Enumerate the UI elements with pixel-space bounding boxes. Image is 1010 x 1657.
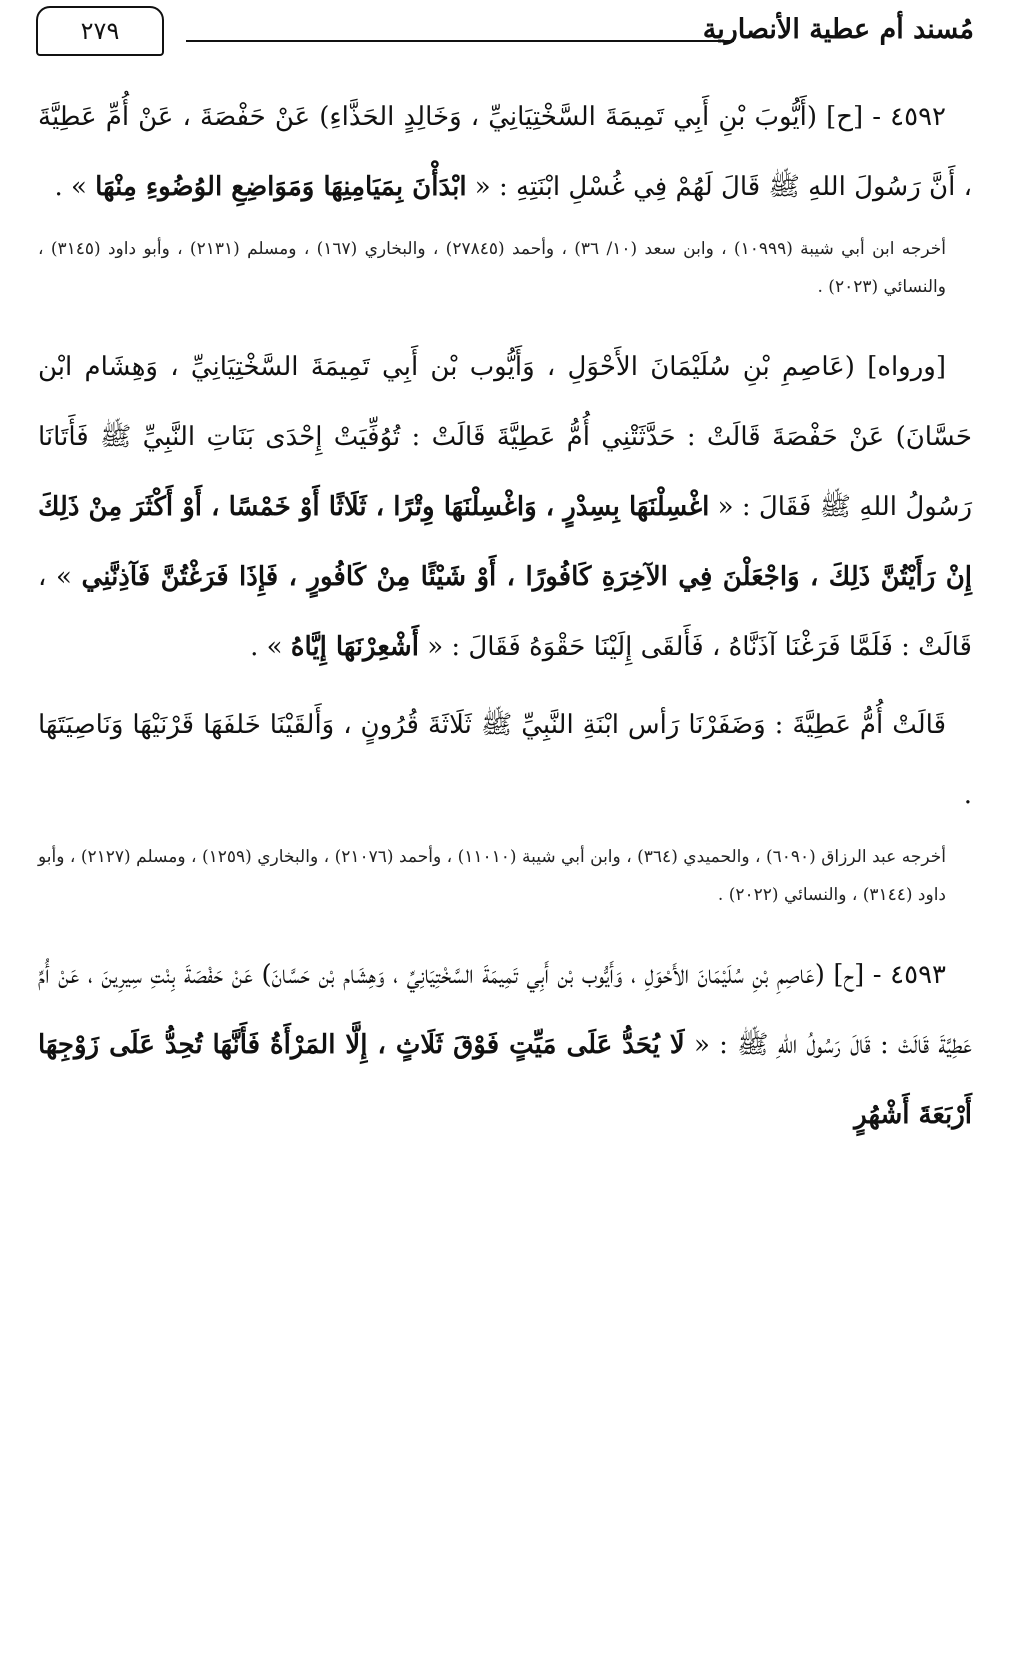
hadith-text: » . (54, 172, 96, 202)
hadith-4593 (38, 940, 972, 1150)
page-header (36, 6, 974, 62)
prophetic-saying: ابْدَأْنَ بِمَيَامِنِهَا وَمَوَاضِعِ الوُضُوءِ مِنْهَا (95, 172, 467, 202)
hadith-text: ٤٥٩٢ - [ح] (أَيُّوبَ بْنِ أَبِي تَمِيمَةَ السَّخْتِيَانِيِّ ، وَخَالِدٍ الحَذَّاءِ) عَنْ حَفْصَةَ ، عَنْ أُمِّ عَطِيَّةَ ، أَنَّ رَسُولَ اللهِ ﷺ قَالَ لَهُمْ فِي غُسْلِ ابْنَتِهِ : « (38, 102, 972, 202)
hadith-text: [ورواه] (عَاصِمِ بْنِ سُلَيْمَانَ الأَحْوَلِ ، وَأَيُّوب بْن أَبِي تَمِيمَةَ السَّخْتِيَانِيِّ ، وَهِشَام ابْن حَسَّانَ) عَنْ حَفْصَةَ قَالَتْ : حَدَّثَتْنِي أُمُّ عَطِيَّةَ قَالَتْ : تُوُفِّيَتْ إِحْدَى بَنَاتِ النَّبِيِّ ﷺ فَأَتَانَا رَسُولُ اللهِ ﷺ فَقَالَ : « (38, 352, 972, 522)
takhrij-footnote: أخرجه ابن أبي شيبة (١٠٩٩٩) ، وابن سعد (١٠/ ٣٦) ، وأحمد (٢٧٨٤٥) ، والبخاري (١٦٧) ، ومسلم (٢١٣١) ، وأبو داود (٣١٤٥) ، والنسائي (٢٠٢٣) . (38, 239, 947, 297)
hadith-text: » ، قَالَتْ : فَلَمَّا فَرَغْنَا آذَنَّاهُ ، فَأَلقَى إِلَيْنَا حَقْوَهُ فَقَالَ : « (38, 562, 972, 662)
page-body (38, 82, 972, 1150)
hadith-text: ٤٥٩٣ - [ح] (عَاصِمِ بْنِ سُلَيْمَانَ الأَحْوَلِ ، وَأَيُّوب بْن أَبِي تَمِيمَةَ السَّخْتِيَانِيِّ ، وَهِشَام بْن حَسَّانَ) عَنْ حَفْصَةَ بِنْتِ سِيرِينَ ، عَنْ أُمِّ عَطِيَّةَ قَالَتْ : قَالَ رَسُولُ اللهِ ﷺ : « (38, 960, 972, 1060)
hadith-text: » . (250, 632, 291, 662)
prophetic-saying: أَشْعِرْنَهَا إِيَّاهُ (290, 632, 419, 662)
takhrij-footnote: أخرجه عبد الرزاق (٦٠٩٠) ، والحميدي (٣٦٤) ، وابن أبي شيبة (١١٠١٠) ، وأحمد (٢١٠٧٦) ، والبخاري (١٢٥٩) ، ومسلم (٢١٢٧) ، وأبو داود (٣١٤٤) ، والنسائي (٢٠٢٢) . (38, 847, 947, 905)
running-title: مُسند أم عطية الأنصارية (702, 14, 974, 45)
prophetic-saying: لَا يُحَدُّ عَلَى مَيِّتٍ فَوْقَ ثَلَاثٍ ، إِلَّا المَرْأَةُ فَأَنَّهَا تُحِدُّ عَلَى زَوْجِهَا أَرْبَعَةَ أَشْهُرٍ (38, 1030, 972, 1130)
hadith-4592 (38, 82, 972, 222)
hadith-variant (38, 332, 972, 682)
header-rule (186, 40, 734, 42)
page-number: ٢٧٩ (36, 6, 164, 56)
hadith-addendum (38, 690, 972, 830)
hadith-text: قَالَتْ أُمُّ عَطِيَّةَ : وَضَفَرْنَا رَأس ابْنَةِ النَّبِيِّ ﷺ ثَلَاثَةَ قُرُونٍ ، وَأَلقَيْنَا خَلفَهَا قَرْنَيْهَا وَنَاصِيَتَهَا . (38, 710, 972, 810)
prophetic-saying: اغْسِلْنَهَا بِسِدْرٍ ، وَاغْسِلْنَهَا وِتْرًا ، ثَلَاثًا أَوْ خَمْسًا ، أَوْ أَكْثَرَ مِنْ ذَلِكَ إِنْ رَأَيْتُنَّ ذَلِكَ ، وَاجْعَلْنَ فِي الآخِرَةِ كَافُورًا ، أَوْ شَيْئًا مِنْ كَافُورٍ ، فَإِذَا فَرَغْتُنَّ فَآذِنَّنِي (38, 492, 973, 592)
